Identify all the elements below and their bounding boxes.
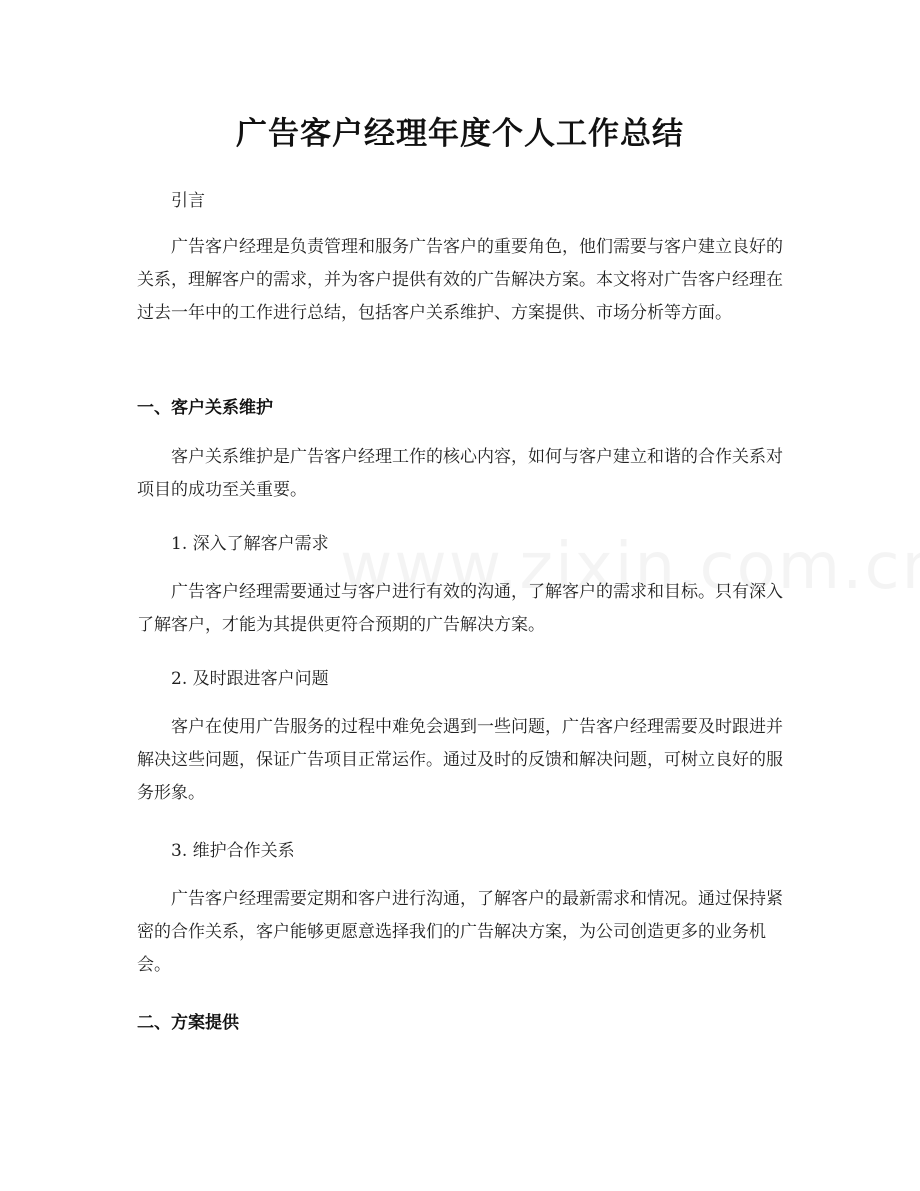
- item-title-maintain-cooperation: 3. 维护合作关系: [171, 841, 295, 861]
- item-paragraph-understand-needs: 广告客户经理需要通过与客户进行有效的沟通，了解客户的需求和目标。只有深入了解客户，才能为其提供更符合预期的广告解决方案。: [137, 582, 783, 635]
- section1-paragraph: 客户关系维护是广告客户经理工作的核心内容，如何与客户建立和谐的合作关系对项目的成功至关重要。: [137, 447, 783, 500]
- item-title-follow-up: 2. 及时跟进客户问题: [171, 669, 329, 689]
- section-heading-solution-provision: 二、方案提供: [137, 1013, 239, 1033]
- item-title-understand-needs: 1. 深入了解客户需求: [171, 534, 329, 554]
- document-title: 广告客户经理年度个人工作总结: [236, 116, 684, 152]
- intro-paragraph: 广告客户经理是负责管理和服务广告客户的重要角色，他们需要与客户建立良好的关系，理解客户的需求，并为客户提供有效的广告解决方案。本文将对广告客户经理在过去一年中的工作进行总结，包括客户关系维护、方案提供、市场分析等方面。: [137, 237, 783, 323]
- item-paragraph-follow-up: 客户在使用广告服务的过程中难免会遇到一些问题，广告客户经理需要及时跟进并解决这些问题，保证广告项目正常运作。通过及时的反馈和解决问题，可树立良好的服务形象。: [137, 717, 783, 803]
- section-heading-customer-relations: 一、客户关系维护: [137, 398, 273, 418]
- intro-label: 引言: [171, 191, 205, 211]
- item-paragraph-maintain-cooperation: 广告客户经理需要定期和客户进行沟通，了解客户的最新需求和情况。通过保持紧密的合作关系，客户能够更愿意选择我们的广告解决方案，为公司创造更多的业务机会。: [137, 889, 783, 975]
